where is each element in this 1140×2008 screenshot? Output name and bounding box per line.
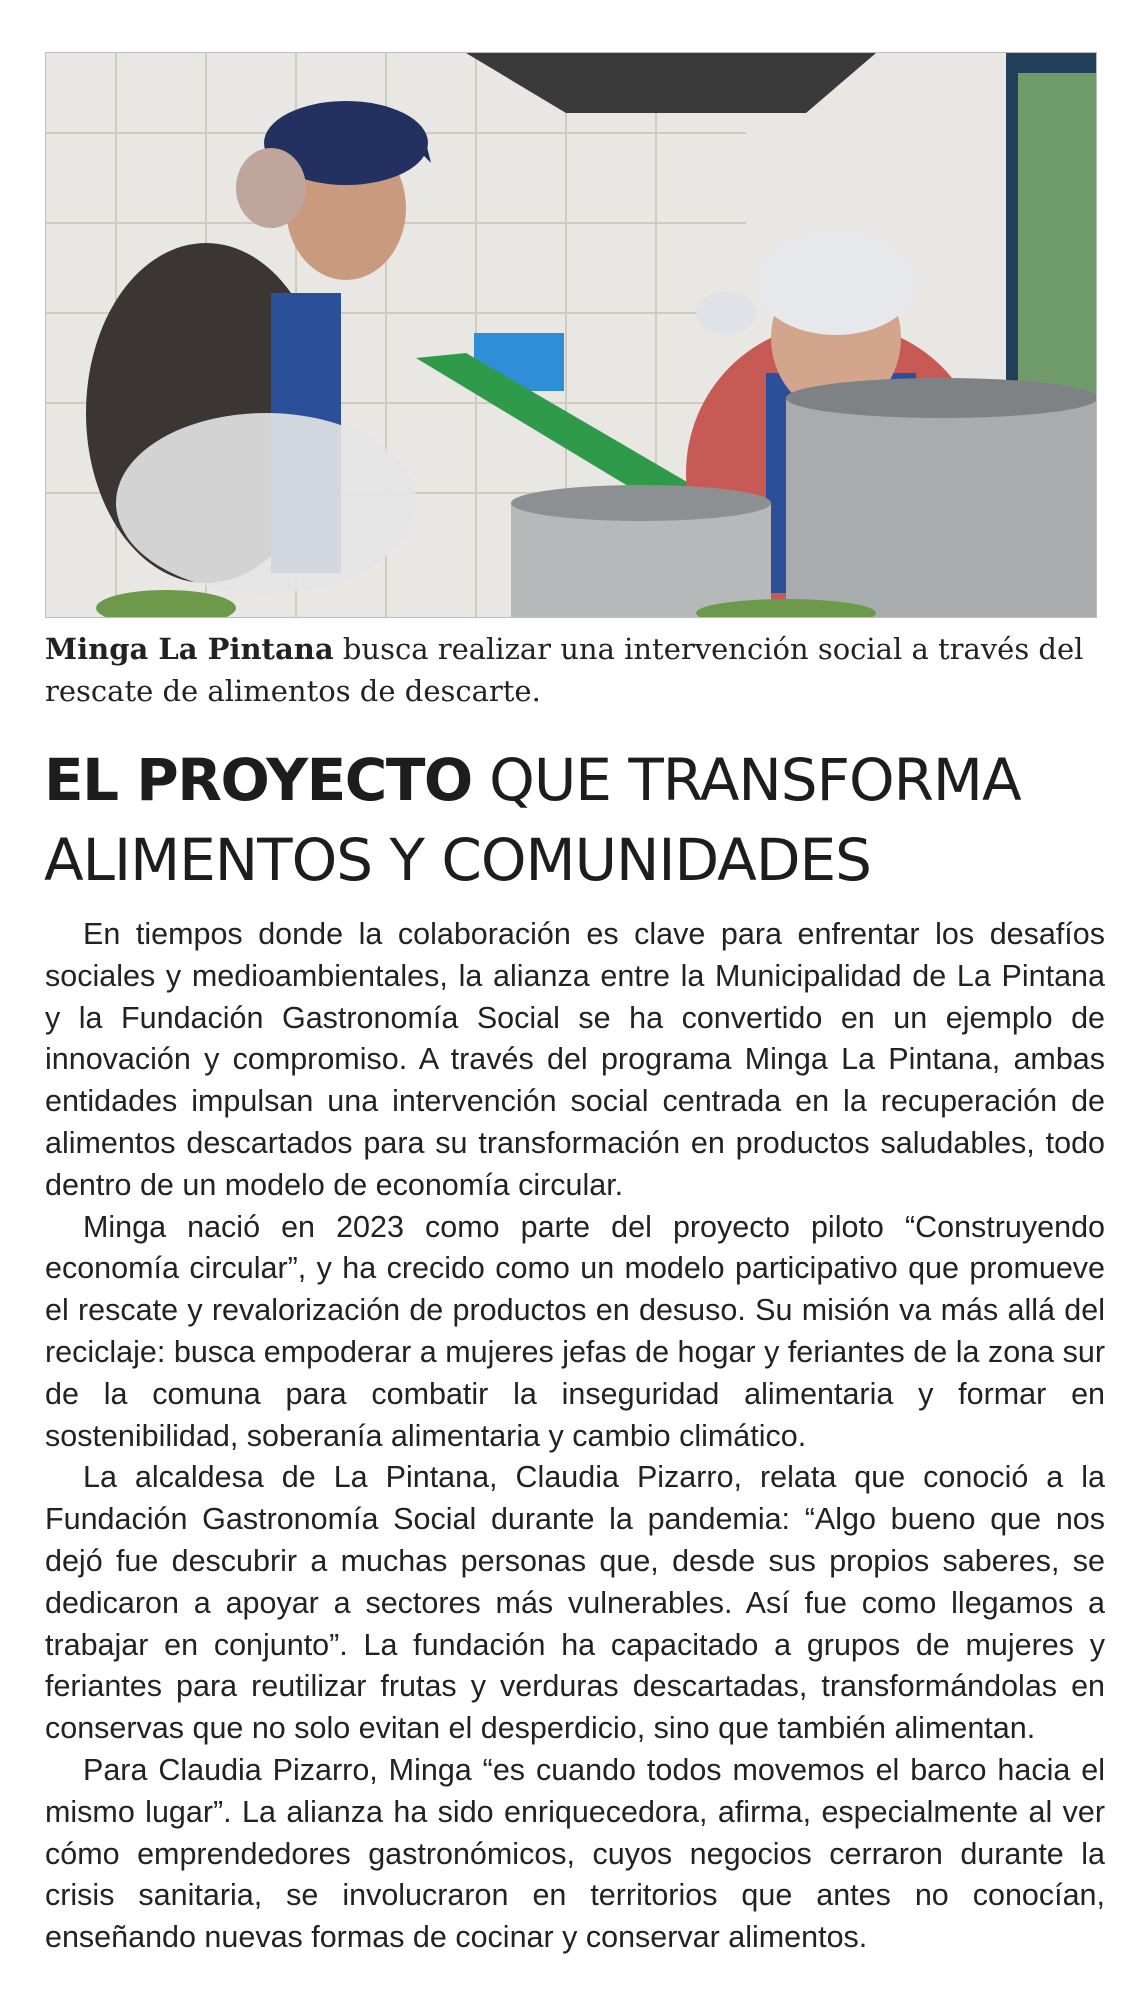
headline-bold: EL PROYECTO — [44, 746, 472, 814]
article-photo — [45, 52, 1097, 618]
headline-light: QUE TRANSFORMA ALIMENTOS Y COMUNIDADES — [44, 746, 1021, 894]
body-paragraph: Minga nació en 2023 como parte del proyecto piloto “Construyendo economía circular”, y ha crecido como un modelo participativo que promueve el rescate y revalorización de productos en desuso. Su misión va más allá del reciclaje: busca empoderar a mujeres jefas de hogar y feriantes de la zona sur de la comuna para combatir la inseguridad alimentaria y formar en sostenibilidad, soberanía alimentaria y cambio climático. — [45, 1209, 1105, 1453]
article-headline — [44, 740, 1124, 900]
caption-text: busca realizar una intervención social a través del rescate de alimentos de descarte. — [45, 632, 1084, 708]
article-body — [45, 914, 1105, 1959]
body-paragraph: En tiempos donde la colaboración es clave para enfrentar los desafíos sociales y medioambientales, la alianza entre la Municipalidad de La Pintana y la Fundación Gastronomía Social se ha convertido en un ejemplo de innovación y compromiso. A través del programa Minga La Pintana, ambas entidades impulsan una intervención social centrada en la recuperación de alimentos descartados para su transformación en productos saludables, todo dentro de un modelo de economía circular. — [45, 917, 1105, 1202]
body-paragraph: Para Claudia Pizarro, Minga “es cuando todos movemos el barco hacia el mismo lugar”. La alianza ha sido enriquecedora, afirma, especialmente al ver cómo emprendedores gastronómicos, cuyos negocios cerraron durante la crisis sanitaria, se involucraron en territorios que antes no conocían, enseñando nuevas formas de cocinar y conservar alimentos. — [45, 1752, 1105, 1955]
body-paragraph: La alcaldesa de La Pintana, Claudia Pizarro, relata que conoció a la Fundación Gastronomía Social durante la pandemia: “Algo bueno que nos dejó fue descubrir a muchas personas que, desde sus propios saberes, se dedicaron a apoyar a sectores más vulnerables. Así fue como llegamos a trabajar en conjunto”. La fundación ha capacitado a grupos de mujeres y feriantes para reutilizar frutas y verduras descartadas, transformándolas en conservas que no solo evitan el desperdicio, sino que también alimentan. — [45, 1460, 1105, 1746]
caption-bold: Minga La Pintana — [45, 632, 334, 666]
photo-caption — [45, 628, 1105, 712]
